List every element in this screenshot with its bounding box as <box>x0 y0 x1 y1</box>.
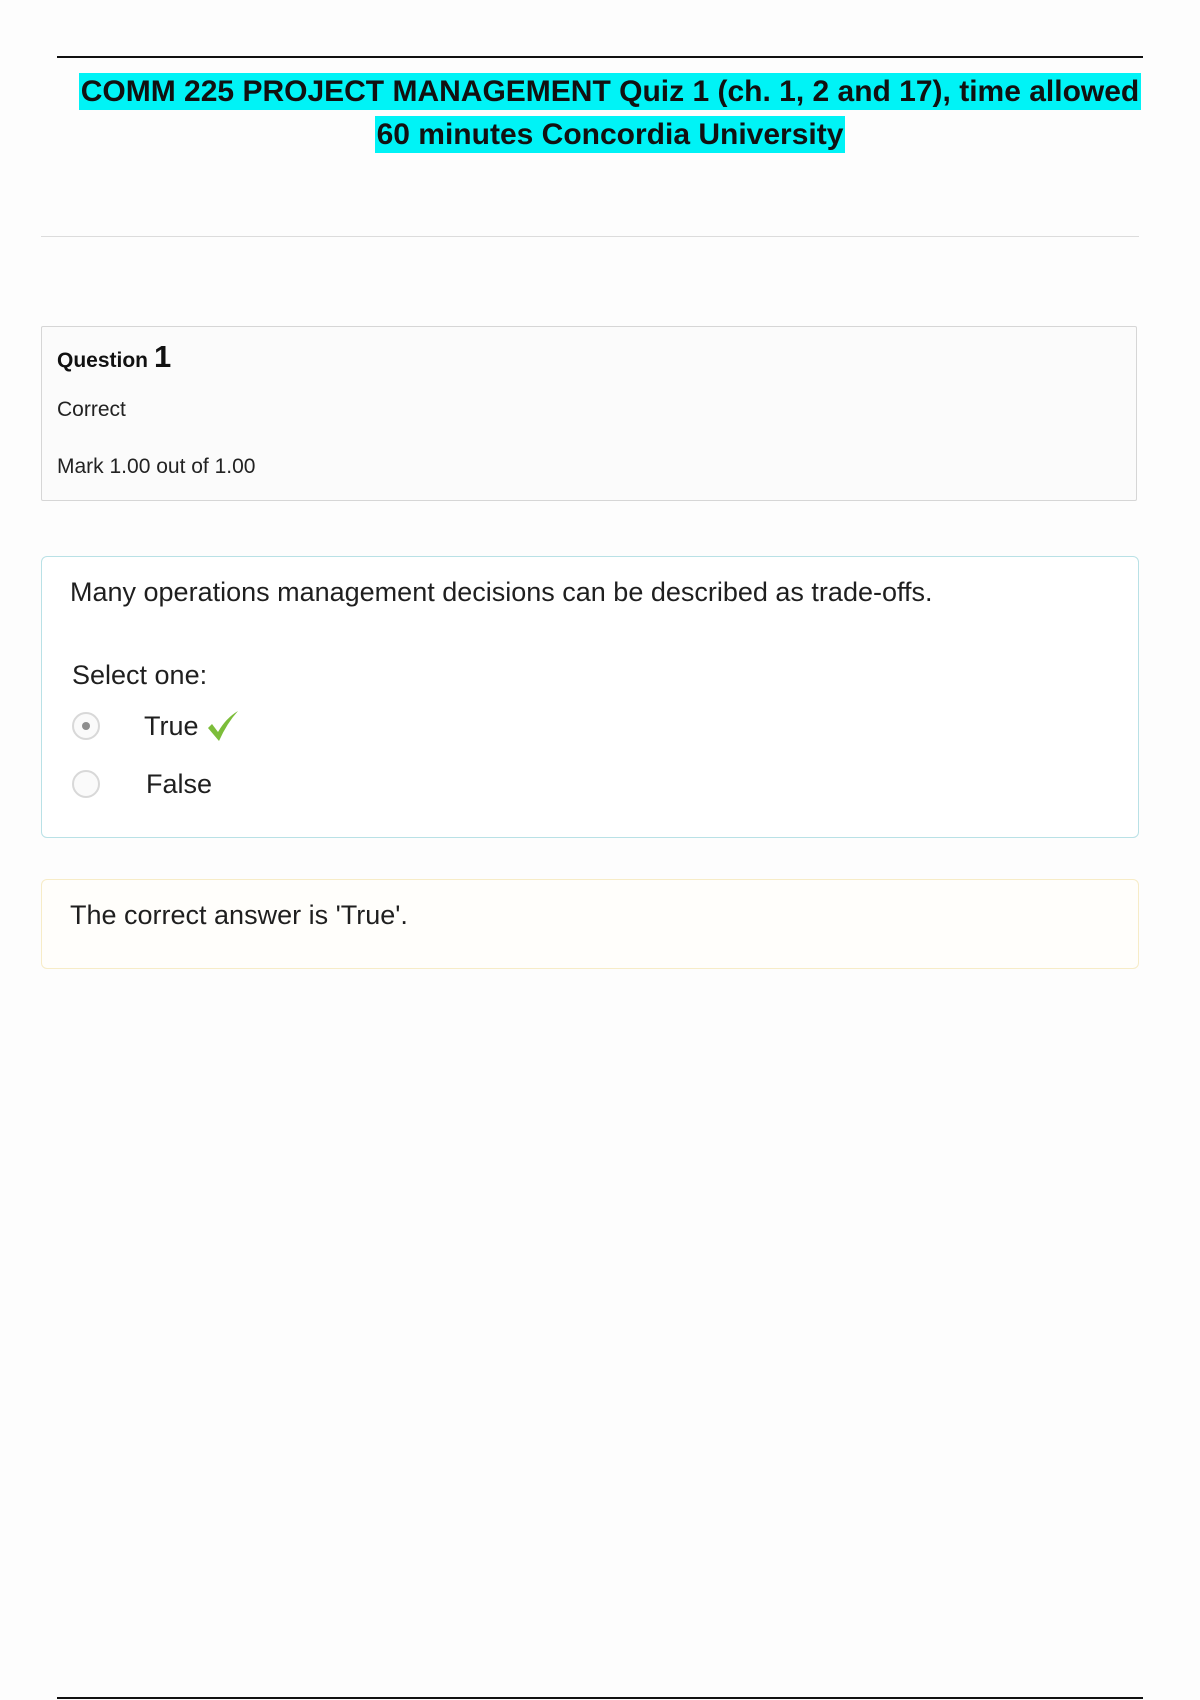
document-title <box>60 70 1160 156</box>
title-line-1: COMM 225 PROJECT MANAGEMENT Quiz 1 (ch. 1, 2 and 17), time allowed <box>80 75 1140 108</box>
separator-rule <box>41 236 1139 237</box>
question-info-panel <box>41 326 1137 501</box>
correct-answer-feedback: The correct answer is 'True'. <box>70 900 408 930</box>
feedback-panel <box>41 879 1139 969</box>
radio-false[interactable] <box>72 770 100 798</box>
question-state: Correct <box>57 398 126 421</box>
question-heading <box>57 339 171 375</box>
answer-label-true: True <box>144 710 199 741</box>
question-text: Many operations management decisions can be described as trade-offs. <box>70 577 933 607</box>
answer-option-true[interactable] <box>72 706 241 746</box>
title-line-2: 60 minutes Concordia University <box>376 118 844 151</box>
answer-option-false[interactable] <box>72 764 212 804</box>
radio-selected-dot <box>82 722 90 730</box>
question-grade: Mark 1.00 out of 1.00 <box>57 455 256 478</box>
top-rule <box>57 56 1143 58</box>
checkmark-icon <box>205 708 241 744</box>
question-label: Question <box>57 349 149 372</box>
bottom-rule <box>57 1697 1143 1699</box>
select-one-prompt: Select one: <box>72 660 208 690</box>
question-content-panel <box>41 556 1139 838</box>
answer-label-false: False <box>146 768 213 799</box>
radio-true[interactable] <box>72 712 100 740</box>
question-number: 1 <box>154 339 172 374</box>
